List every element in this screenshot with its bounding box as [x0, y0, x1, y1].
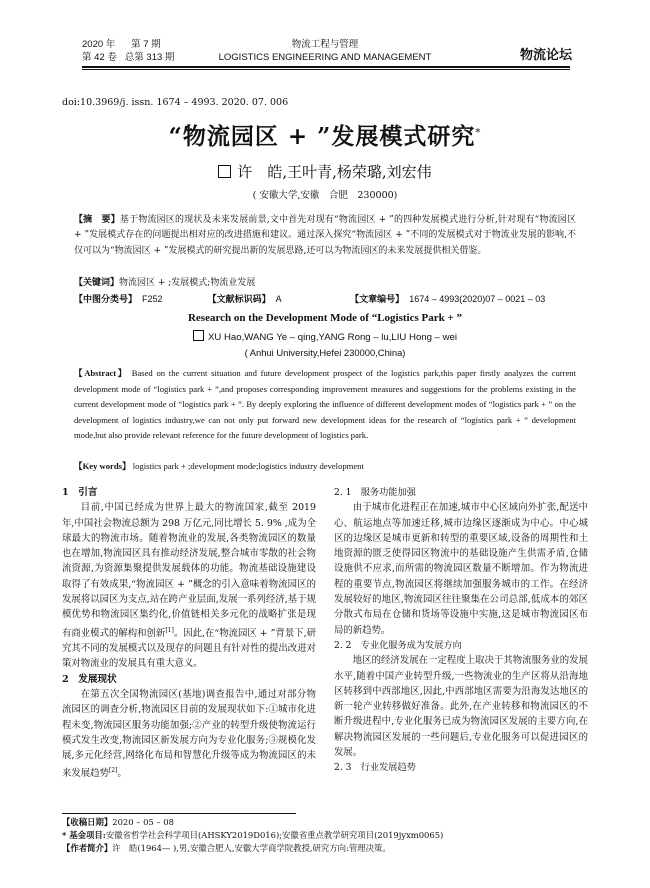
header-issue-info: [82, 38, 174, 64]
header-journal: [200, 38, 450, 64]
fund-value: 安徽省哲学社会科学项目(AHSKY2019D016);安徽省重点教学研究项目(2019jyxm0065): [105, 830, 444, 840]
authors-en-text: XU Hao,WANG Ye – qing,YANG Rong – lu,LIU Hong – wei: [207, 332, 458, 343]
keywords-en-text: logistics park + ;development mode;logistics industry development: [132, 461, 364, 471]
header-rule-thin: [82, 69, 570, 70]
section-2-3-heading: 2. 3 行业发展趋势: [334, 762, 416, 774]
header-journal-en: LOGISTICS ENGINEERING AND MANAGEMENT: [218, 52, 432, 63]
article-no-value: 1674 – 4993(2020)07 – 0021 – 03: [409, 294, 546, 304]
footnotes: [62, 816, 588, 855]
classification-label: 【中图分类号】: [74, 294, 138, 304]
fund-info: [62, 829, 588, 842]
paper-title-text: “物流园区 + ”发展模式研究: [168, 123, 476, 150]
received-label: 【收稿日期】: [62, 817, 113, 827]
keywords-en-label: 【Key words】: [74, 461, 131, 471]
header-total-issue: 总第 313 期: [124, 52, 175, 63]
authors-en: [0, 330, 650, 343]
section-2-text: 在第五次全国物流园区(基地)调查报告中,通过对部分物流园区的调查分析,物流园区目前的发展现状如下:①城市化进程未变,物流园区服务功能加强;②产业的转型升级使物流运行模式发生改变,物流园区新发展方向为专业化服务;③规模化发展,多元化经营,网络化布局和智慧化升级等成为物流园区的未来发展趋势: [62, 688, 316, 780]
keywords-en: [74, 459, 576, 475]
header-issue: 第 7 期: [131, 39, 161, 50]
author-bio: [62, 842, 588, 855]
article-no-label: 【文章编号】: [350, 294, 405, 304]
affiliation-en: ( Anhui University,Hefei 230000,China): [244, 347, 406, 358]
left-column: [62, 485, 316, 782]
bio-value: 许 皓(1964— ),男,安徽合肥人,安徽大学商学院教授,研究方向:管理决策。: [112, 843, 391, 853]
keywords-cn: [74, 276, 576, 291]
right-column: [334, 485, 588, 776]
header-rule-thick: [82, 66, 570, 68]
header-volume: 第 42 卷: [82, 52, 117, 63]
keywords-cn-text: 物流园区 + ;发展模式;物流业发展: [119, 278, 256, 288]
paper-title: [0, 118, 650, 151]
received-date: [62, 816, 588, 829]
abstract-en: [74, 366, 576, 444]
received-value: 2020 – 05 – 08: [112, 817, 174, 827]
citation-2: [2]: [108, 767, 118, 775]
title-en: Research on the Development Mode of “Logistics Park + ”: [187, 312, 462, 324]
section-1-paragraph: [62, 500, 316, 671]
section-1-text-tail: 。因此,在“物流园区 + ”背景下,研究其不同的发展模式以及现存的问题且有针对性的提出改进对策对物流业的发展具有重大意义。: [62, 627, 316, 670]
fund-label: * 基金项目:: [62, 830, 106, 840]
abstract-en-text: Based on the current situation and future development prospect of the logistics park,this paper firstly analyzes the current development mode of “logistics park + ”,and proposes corresponding improvement measures and suggestions for the problems existing in the current development mode of “logistics park + ”. By deeply exploring the influence of different development modes of “logistics park + ” on the development of logistics industry,we can not only put forward new development ideas for the research of “logistics park + ” development mode,but also provide relevant reference for the future development of logistics park.: [74, 368, 576, 440]
abstract-cn-text: 基于物流园区的现状及未来发展前景,文中首先对现有“物流园区 + ”的四种发展模式进行分析,针对现有“物流园区 + ”发展模式存在的问题提出相对应的改进措施和建议。通过深入探究“物流园区 + ”不同的发展模式对于物流业发展的影响,不仅可以为“物流园区 + ”发展模式的研究提出新的发展思路,还可以为物流园区的未来发展提供相关借鉴。: [74, 215, 576, 256]
title-footnote-mark: *: [475, 127, 482, 139]
footnote-rule: [62, 813, 296, 814]
section-2-paragraph: [62, 687, 316, 782]
affiliation: ( 安徽大学,安徽 合肥 230000): [252, 190, 398, 201]
authors-text: 许 皓,王叶青,杨荣璐,刘宏伟: [237, 163, 432, 181]
abstract-cn: [74, 213, 576, 259]
section-2-1-heading: 2. 1 服务功能加强: [334, 487, 416, 498]
section-1-heading: 1 引言: [62, 487, 98, 498]
section-2-2-heading: 2. 2 专业化服务成为发展方向: [334, 639, 462, 651]
citation-1: [1]: [165, 626, 174, 634]
abstract-en-label: 【Abstract】: [74, 368, 128, 378]
doc-code-label: 【文献标识码】: [207, 294, 271, 304]
section-2-1-paragraph: 由于城市化进程正在加速,城市中心区域向外扩张,配送中心、航运地点等加速迁移,城市边缘区逐渐成为中心。中心城区的边缘区是城市更新和转型的重要区域,设备的周期性和土地资源的匮乏使得园区物流中的基础设施产生供需矛盾,仓储设施供不应求,而所需的物流园区数量不断增加。作为物流进程的重要节点,物流园区将继续加强服务城市的工作。在经济发展较好的地区,物流园区往往聚集在公司总部,低成本的郊区分散式布局在仓储和货场等设施中实施,这是城市物流园区布局的新趋势。: [334, 502, 588, 636]
checkbox-icon: [218, 165, 231, 178]
checkbox-icon: [193, 330, 204, 341]
bio-label: 【作者简介】: [62, 843, 113, 853]
section-2-2-paragraph: 地区的经济发展在一定程度上取决于其物流服务业的发展水平,随着中国产业转型升级,一些物流业的生产区将从沿海地区转移到中西部地区,因此,中西部地区需要为沿海发达地区的新一轮产业转移做好准备。此外,在产业转移和物流园区的不断升级进程中,专业化服务已成为物流园区发展的主要方向,在解决物流园区发展的一些问题后,专业化服务可以促进园区的发展。: [334, 655, 588, 759]
doi: doi:10.3969/j. issn. 1674 – 4993. 2020. 07. 006: [62, 97, 289, 108]
header-journal-cn: 物流工程与管理: [291, 39, 359, 50]
section-2-text-tail: 。: [117, 768, 127, 780]
classification-line: [74, 292, 576, 307]
abstract-cn-label: 【摘 要】: [74, 215, 120, 225]
section-2-heading: 2 发展现状: [62, 673, 117, 685]
header-column-name: 物流论坛: [520, 47, 573, 62]
header-year: 2020 年: [82, 39, 116, 50]
section-1-text: 目前,中国已经成为世界上最大的物流国家,截至 2019 年,中国社会物流总额为 298 万亿元,同比增长 5. 9% ,成为全球最大的物流市场。随着物流业的发展,各类物流园区的数量也在增加,物流园区具有推动经济发展,整合城市零散的社会物流资源,为资源集聚提供发展载体的功能。物流基础设施建设取得了有效成果,“物流园区 + ”概念的引入意味着物流园区的发展将以园区为支点,站在跨产业层面,发展一系列经济,基于规模优势和物流园区集约化,价值链相关多元化的战略扩张是现有商业模式的解构和创新: [62, 502, 316, 639]
authors: [0, 161, 650, 182]
doc-code-value: A: [275, 294, 282, 304]
keywords-cn-label: 【关键词】: [74, 278, 120, 288]
classification-value: F252: [142, 294, 163, 304]
